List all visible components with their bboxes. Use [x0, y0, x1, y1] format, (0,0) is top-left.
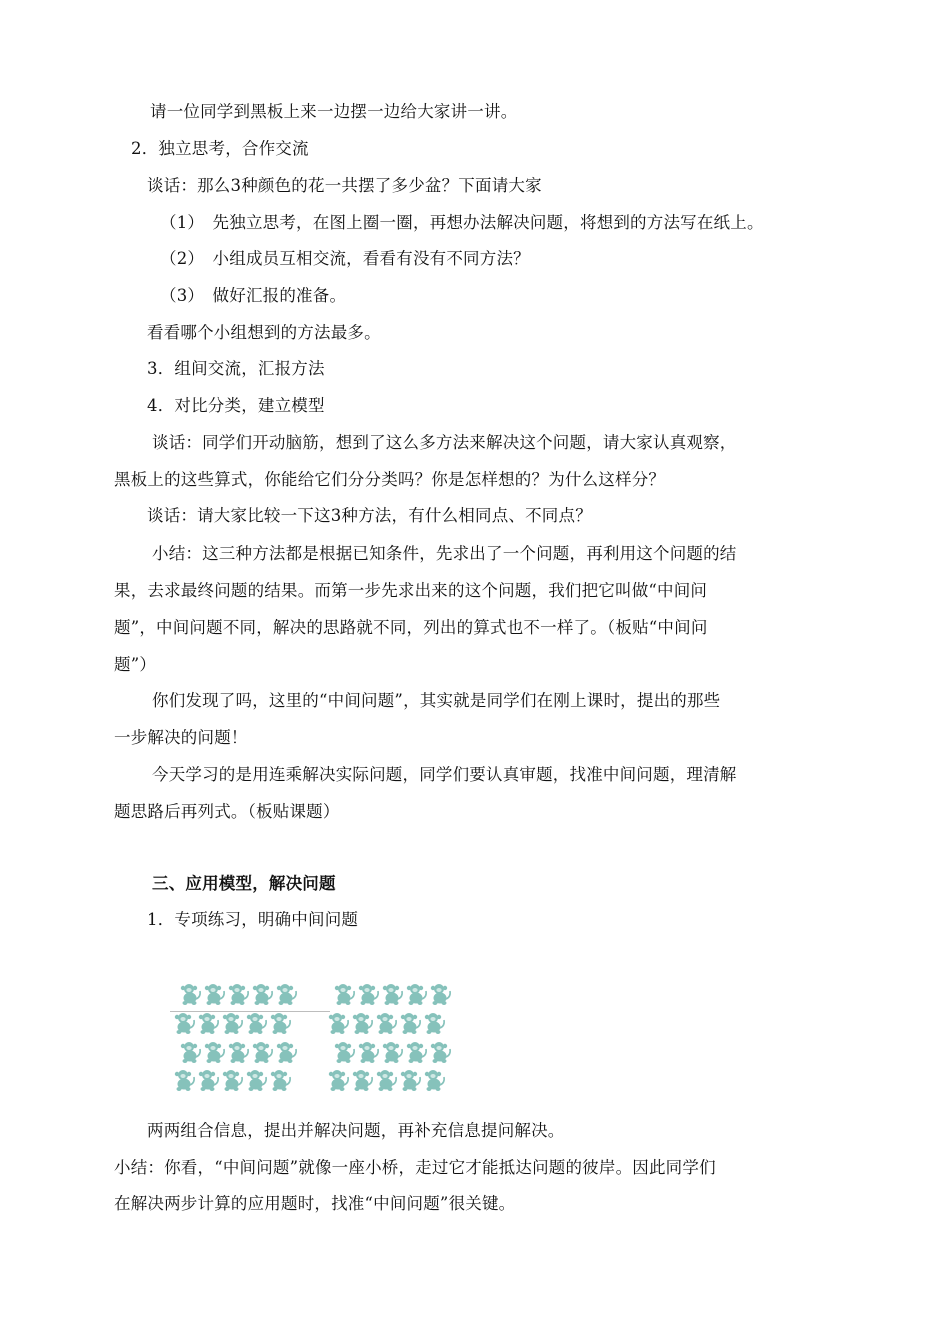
text-line: （1） 先独立思考，在图上圈一圈，再想办法解决问题，将想到的方法写在纸上。: [160, 213, 764, 232]
monkey-icon: [247, 1013, 266, 1034]
monkey-icon: [359, 984, 378, 1005]
monkey-icon: [407, 1042, 426, 1063]
text-line: 谈话：同学们开动脑筋，想到了这么多方法来解决这个问题，请大家认真观察，: [152, 433, 737, 452]
monkey-icon: [223, 1070, 242, 1091]
text-line: 在解决两步计算的应用题时，找准“中间问题”很关键。: [114, 1194, 516, 1213]
monkey-icon: [277, 1042, 296, 1063]
monkey-icon: [383, 984, 402, 1005]
monkey-icon: [199, 1070, 218, 1091]
monkey-icon: [175, 1013, 194, 1034]
text-line: 3．组间交流，汇报方法: [147, 359, 325, 378]
text-line: 谈话：那么3种颜色的花一共摆了多少盆？下面请大家: [147, 176, 542, 195]
text-line: 请一位同学到黑板上来一边摆一边给大家讲一讲。: [150, 102, 518, 121]
monkey-icon: [277, 984, 296, 1005]
monkey-figure: [170, 978, 470, 1096]
monkey-icon: [353, 1070, 372, 1091]
monkey-icon: [199, 1013, 218, 1034]
text-line: 题思路后再列式。（板贴课题）: [114, 802, 340, 821]
monkey-icon: [383, 1042, 402, 1063]
monkey-icon: [253, 1042, 272, 1063]
text-line: 题”）: [114, 655, 157, 674]
monkey-icon: [223, 1013, 242, 1034]
text-line: 1．专项练习，明确中间问题: [147, 910, 359, 929]
monkey-icon: [271, 1013, 290, 1034]
monkey-icon: [247, 1070, 266, 1091]
monkey-icon: [175, 1070, 194, 1091]
monkey-icon: [377, 1013, 396, 1034]
monkey-icon: [329, 1013, 348, 1034]
text-line: （2） 小组成员互相交流，看看有没有不同方法？: [160, 249, 530, 268]
text-line: 小结：你看，“中间问题”就像一座小桥，走过它才能抵达问题的彼岸。因此同学们: [114, 1158, 716, 1177]
text-line: 一步解决的问题！: [114, 728, 248, 747]
monkey-icon: [431, 1042, 450, 1063]
monkey-icon: [335, 1042, 354, 1063]
text-line: 你们发现了吗，这里的“中间问题”，其实就是同学们在刚上课时，提出的那些: [152, 691, 721, 710]
text-line: 题”，中间问题不同，解决的思路就不同，列出的算式也不一样了。（板贴“中间问: [114, 618, 708, 637]
monkey-icon: [401, 1070, 420, 1091]
monkey-icon: [425, 1013, 444, 1034]
text-line: 小结：这三种方法都是根据已知条件，先求出了一个问题，再利用这个问题的结: [152, 544, 737, 563]
monkey-icon: [205, 1042, 224, 1063]
monkey-icon: [205, 984, 224, 1005]
monkey-icon: [401, 1013, 420, 1034]
text-line: 黑板上的这些算式，你能给它们分分类吗？你是怎样想的？为什么这样分？: [114, 470, 666, 489]
text-line: 2．独立思考，合作交流: [131, 139, 309, 158]
text-line: （3） 做好汇报的准备。: [160, 286, 347, 305]
text-line: 谈话：请大家比较一下这3种方法，有什么相同点、不同点？: [147, 506, 592, 525]
text-line: 4．对比分类，建立模型: [147, 396, 325, 415]
monkey-icon: [229, 1042, 248, 1063]
text-line: 看看哪个小组想到的方法最多。: [147, 323, 381, 342]
text-line: 两两组合信息，提出并解决问题，再补充信息提问解决。: [147, 1121, 565, 1140]
monkey-icon: [329, 1070, 348, 1091]
monkey-icon: [335, 984, 354, 1005]
section-heading: 三、应用模型，解决问题: [152, 874, 336, 893]
monkey-icon: [425, 1070, 444, 1091]
monkey-icon: [359, 1042, 378, 1063]
monkey-icon: [181, 1042, 200, 1063]
monkey-icon: [253, 984, 272, 1005]
text-line: 今天学习的是用连乘解决实际问题，同学们要认真审题，找准中间问题，理清解: [152, 765, 737, 784]
monkey-icon: [353, 1013, 372, 1034]
monkey-icon: [229, 984, 248, 1005]
monkey-icon: [407, 984, 426, 1005]
monkey-icon: [181, 984, 200, 1005]
monkey-icon: [431, 984, 450, 1005]
monkey-icon: [377, 1070, 396, 1091]
monkey-icon: [271, 1070, 290, 1091]
text-line: 果，去求最终问题的结果。而第一步先求出来的这个问题，我们把它叫做“中间问: [114, 581, 708, 600]
